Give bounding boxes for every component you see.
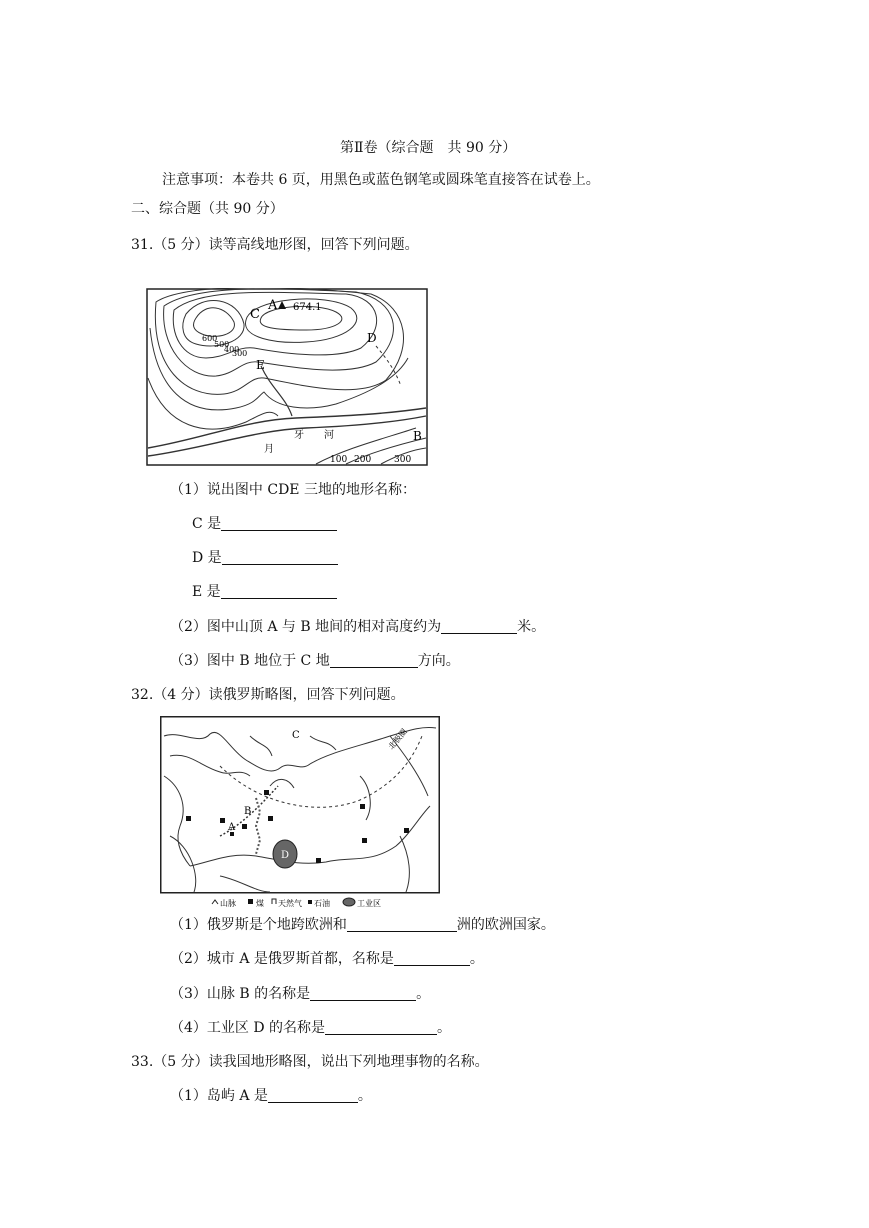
coal-icon <box>264 790 269 795</box>
legend-industry-label: 工业区 <box>357 899 381 908</box>
q31-sub3 <box>170 652 460 670</box>
coal-icon <box>186 816 191 821</box>
map-label-a: A <box>228 822 236 833</box>
coal-icon <box>360 804 365 809</box>
q31-e-answer-blank[interactable] <box>221 584 337 599</box>
contour-300-label: 300 <box>232 349 248 358</box>
q32-sub3-text: （3）山脉 B 的名称是 <box>170 986 311 1002</box>
q32-sub1-tail: 洲的欧洲国家。 <box>456 917 555 933</box>
q32-sub4-text: （4）工业区 D 的名称是 <box>170 1020 326 1036</box>
q32-sub2-text: （2）城市 A 是俄罗斯首都，名称是 <box>170 951 394 967</box>
oil-legend-icon <box>308 900 312 904</box>
q33-sub1-text: （1）岛屿 A 是 <box>170 1088 268 1104</box>
contour-b200-label: 200 <box>354 455 372 465</box>
coal-icon <box>220 818 225 823</box>
legend-oil-label: 石油 <box>314 899 330 908</box>
point-e-label: E <box>256 358 265 372</box>
river-label-3: 河 <box>324 430 334 441</box>
point-b-label: B <box>413 429 422 443</box>
q32-sub1-answer-blank[interactable] <box>347 917 457 932</box>
q31-e-line <box>192 583 337 601</box>
coal-icon <box>268 816 273 821</box>
russia-map-figure <box>160 716 440 910</box>
contour-400-label: 400 <box>224 345 240 354</box>
q32-sub1 <box>170 916 555 934</box>
arctic-circle-label: 北极圈 <box>386 727 409 752</box>
part-heading: 二、综合题（共 90 分） <box>131 201 284 217</box>
map-legend <box>212 898 381 908</box>
industry-legend-icon <box>343 898 355 906</box>
q32-sub1-text: （1）俄罗斯是个地跨欧洲和 <box>170 917 347 933</box>
q31-sub3-text: （3）图中 B 地位于 C 地 <box>170 653 330 669</box>
q33-sub1-tail: 。 <box>357 1088 372 1104</box>
mountain-legend-icon <box>212 900 218 904</box>
legend-gas-label: 天然气 <box>278 899 302 908</box>
q31-c-answer-blank[interactable] <box>221 516 337 531</box>
q31-c-line <box>192 515 337 533</box>
q32-sub4 <box>170 1019 451 1037</box>
q32-sub3-tail: 。 <box>416 986 431 1002</box>
peak-elevation-label: 674.1 <box>293 302 322 313</box>
q31-sub1: （1）说出图中 CDE 三地的地形名称： <box>170 482 416 498</box>
q31-e-label: E 是 <box>192 584 221 600</box>
coal-icon <box>404 828 409 833</box>
point-d-label: D <box>367 331 377 345</box>
coal-icon <box>362 838 367 843</box>
contour-b300-label: 300 <box>394 455 412 465</box>
q31-stem: 31.（5 分）读等高线地形图，回答下列问题。 <box>131 237 419 253</box>
q31-c-label: C 是 <box>192 516 222 532</box>
contour-600-label: 600 <box>202 334 218 343</box>
legend-mountain-label: 山脉 <box>220 899 236 908</box>
q31-d-label: D 是 <box>192 550 222 566</box>
q31-d-answer-blank[interactable] <box>222 550 338 565</box>
q32-sub2-tail: 。 <box>469 951 484 967</box>
q31-sub2-text: （2）图中山顶 A 与 B 地间的相对高度约为 <box>170 619 442 635</box>
contour-map-figure <box>146 288 428 466</box>
q31-sub3-tail: 方向。 <box>417 653 460 669</box>
point-a-label: A <box>268 298 278 313</box>
exam-note: 注意事项：本卷共 6 页，用黑色或蓝色钢笔或圆珠笔直接答在试卷上。 <box>162 172 600 188</box>
point-c-label: C <box>250 307 260 322</box>
section-title: 第Ⅱ卷（综合题 共 90 分） <box>340 140 517 156</box>
q33-stem: 33.（5 分）读我国地形略图，说出下列地理事物的名称。 <box>131 1054 489 1070</box>
q32-sub2-answer-blank[interactable] <box>394 951 470 966</box>
q32-sub4-tail: 。 <box>437 1020 452 1036</box>
coal-legend-icon <box>248 899 253 904</box>
river-label-2: 牙 <box>294 430 304 441</box>
q32-sub4-answer-blank[interactable] <box>325 1020 437 1035</box>
q31-sub3-answer-blank[interactable] <box>330 653 418 668</box>
contour-b100-label: 100 <box>330 455 348 465</box>
map-label-b: B <box>244 806 252 817</box>
legend-coal-label: 煤 <box>256 899 264 908</box>
contour-500-label: 500 <box>214 340 230 349</box>
q32-sub3-answer-blank[interactable] <box>310 986 416 1001</box>
coal-icon <box>242 824 247 829</box>
q33-sub1 <box>170 1087 372 1105</box>
q32-stem: 32.（4 分）读俄罗斯略图，回答下列问题。 <box>131 687 405 703</box>
map-label-d: D <box>281 850 290 861</box>
q31-sub2-unit: 米。 <box>517 619 546 635</box>
q31-sub2 <box>170 618 545 636</box>
gas-legend-icon <box>272 899 276 904</box>
river-label-1: 月 <box>264 444 274 455</box>
q33-sub1-answer-blank[interactable] <box>268 1088 358 1103</box>
q31-sub2-answer-blank[interactable] <box>441 619 517 634</box>
q31-d-line <box>192 549 338 567</box>
q32-sub2 <box>170 950 484 968</box>
coal-icon <box>316 858 321 863</box>
map-label-c: C <box>292 730 300 741</box>
q32-sub3 <box>170 985 430 1003</box>
